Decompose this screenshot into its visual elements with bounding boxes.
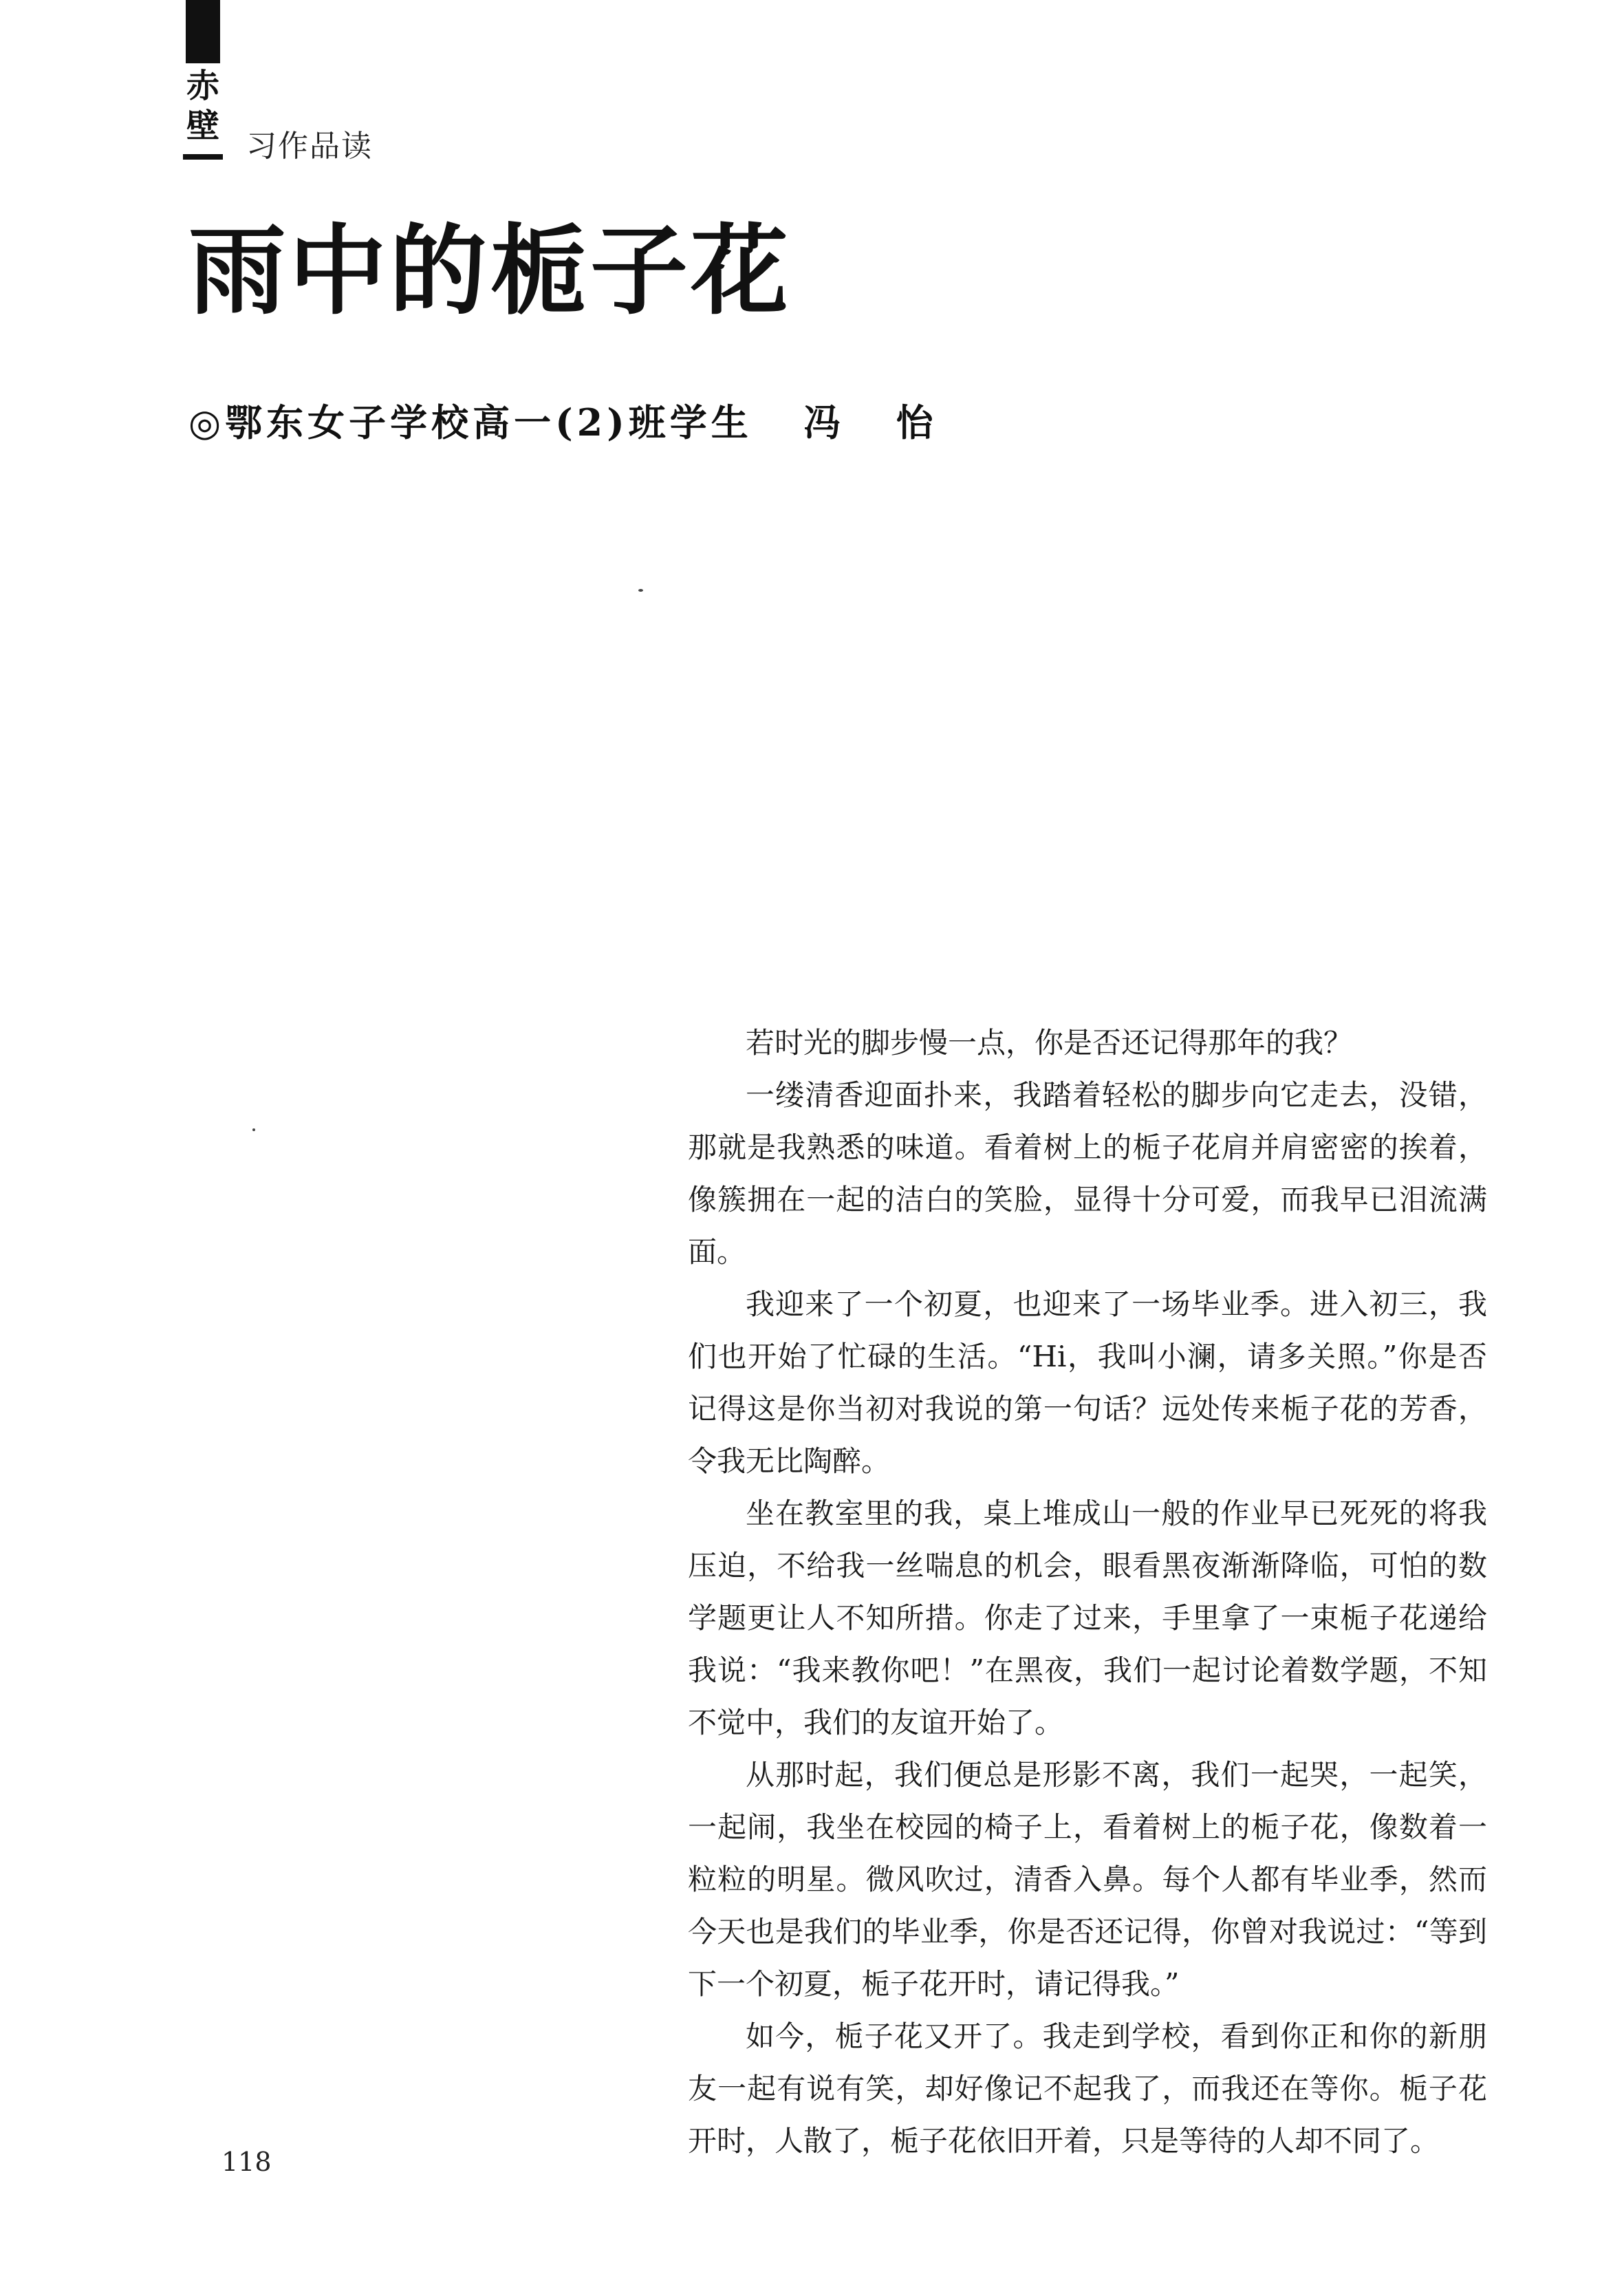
page-number: 118 [221, 2147, 272, 2177]
paragraph: 从那时起，我们便总是形影不离，我们一起哭，一起笑，一起闹，我坐在校园的椅子上，看着树上的栀子花，像数着一粒粒的明星。微风吹过，清香入鼻。每个人都有毕业季，然而今天也是我们的毕业季，你是否还记得，你曾对我说过：“等到下一个初夏，栀子花开时，请记得我。” [688, 1758, 1487, 2001]
section-label: 习作品读 [246, 129, 373, 164]
paragraph: 坐在教室里的我，桌上堆成山一般的作业早已死死的将我压迫，不给我一丝喘息的机会，眼看黑夜渐渐降临，可怕的数学题更让人不知所措。你走了过来，手里拿了一束栀子花递给我说：“我来教你吧！”在黑夜，我们一起讨论着数学题，不知不觉中，我们的友谊开始了。 [688, 1497, 1487, 1739]
paragraph: 若时光的脚步慢一点，你是否还记得那年的我？ [746, 1026, 1353, 1060]
logo-underline [183, 154, 223, 160]
paragraph: 一缕清香迎面扑来，我踏着轻松的脚步向它走去，没错，那就是我熟悉的味道。看着树上的栀子花肩并肩密密的挨着，像簇拥在一起的洁白的笑脸，显得十分可爱，而我早已泪流满面。 [688, 1078, 1487, 1269]
print-speck [252, 1128, 255, 1131]
article-body [688, 1017, 1487, 2167]
magazine-logo: 赤壁 [186, 67, 219, 145]
paragraph: 如今，栀子花又开了。我走到学校，看到你正和你的新朋友一起有说有笑，却好像记不起我了，而我还在等你。栀子花开时，人散了，栀子花依旧开着，只是等待的人却不同了。 [688, 2019, 1487, 2158]
article-byline: ◎鄂东女子学校高一(2)班学生 冯 怡 [188, 400, 938, 444]
header-black-bar [186, 0, 220, 63]
print-speck [638, 589, 643, 592]
paragraph: 我迎来了一个初夏，也迎来了一场毕业季。进入初三，我们也开始了忙碌的生活。“Hi，我叫小澜，请多关照。”你是否记得这是你当初对我说的第一句话？远处传来栀子花的芳香，令我无比陶醉。 [688, 1287, 1487, 1478]
article-title: 雨中的栀子花 [188, 215, 791, 328]
